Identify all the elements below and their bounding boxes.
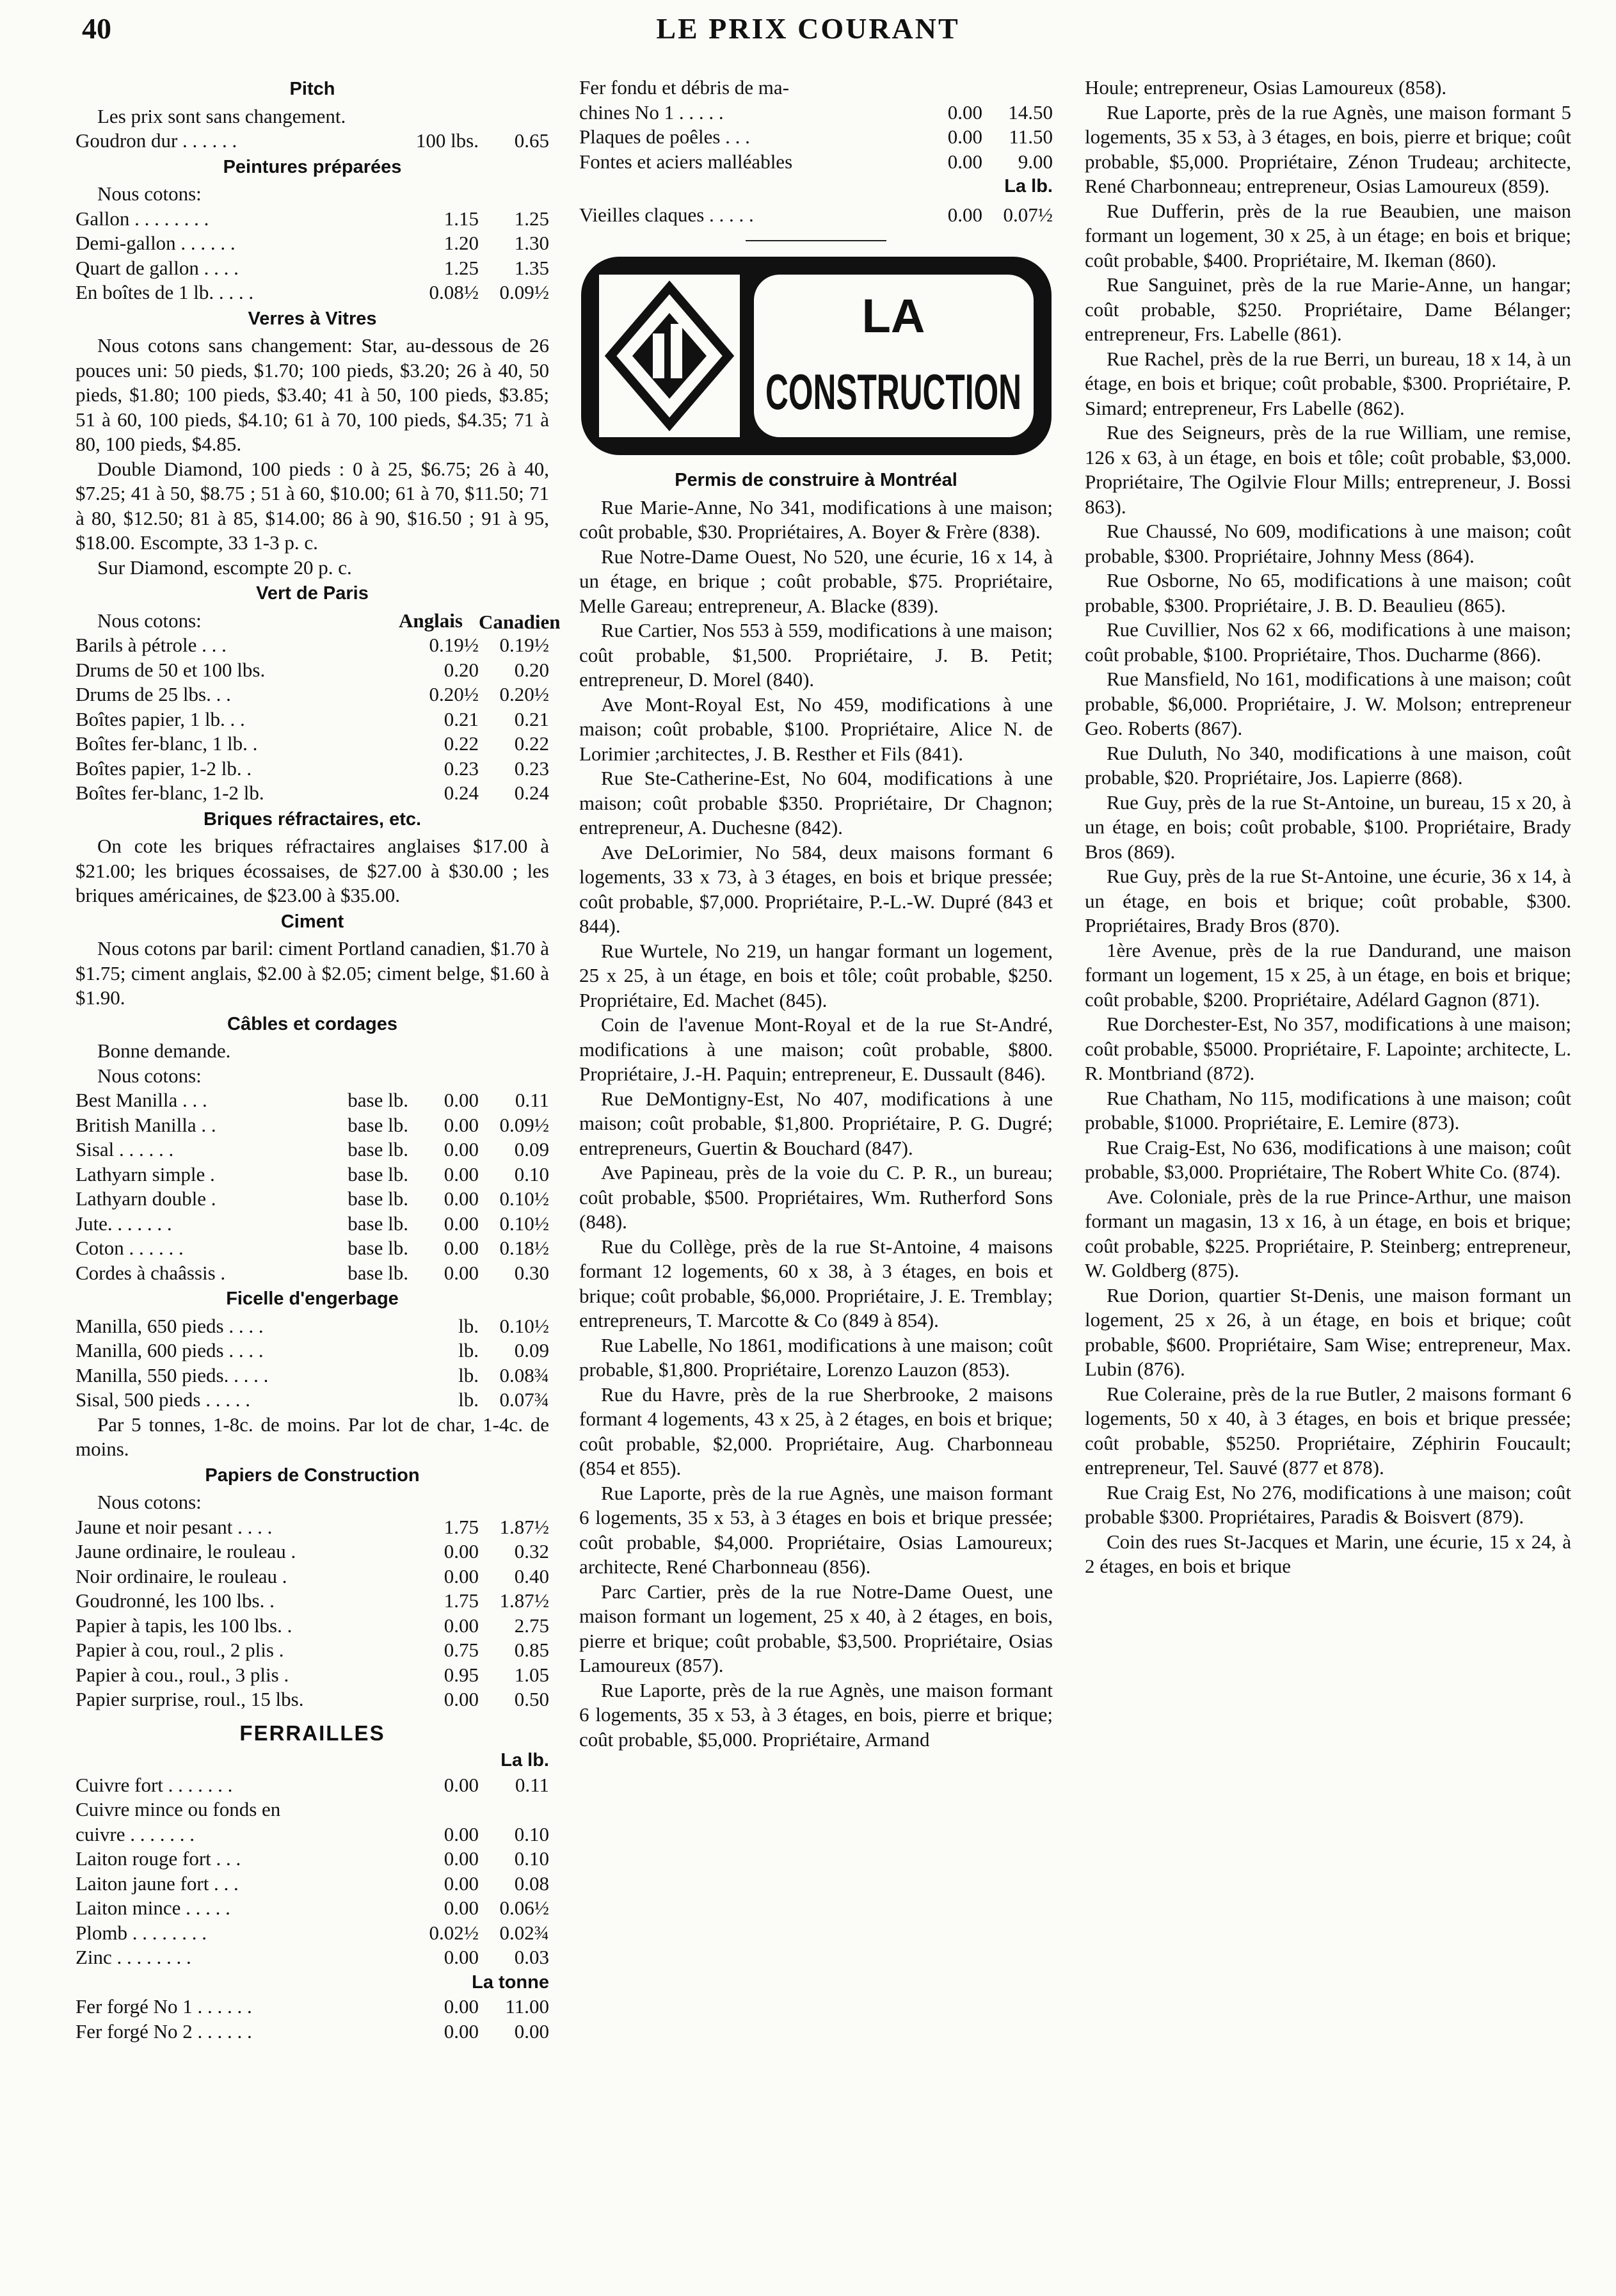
- permit-entry: Rue Chatham, No 115, modifications à une maison; coût probable, $1000. Propriétaire, E. Lemire (873).: [1085, 1086, 1571, 1134]
- price-label: Jute. . . . . . .: [76, 1212, 172, 1235]
- permit-entry: Parc Cartier, près de la rue Notre-Dame Ouest, une maison formant un logement, 25 x 40, à 2 étages, en bois, pierre et brique; coût probable, $3,500. Propriétaire, Osias Lamoureux (857).: [579, 1580, 1053, 1676]
- price-value-max: 1.87½: [499, 1589, 549, 1612]
- price-value-min: 0.00: [444, 1564, 479, 1587]
- price-unit: lb.: [458, 1388, 479, 1411]
- price-label: Drums de 25 lbs. . .: [76, 683, 231, 705]
- price-label: Laiton jaune fort . . .: [76, 1872, 239, 1895]
- permit-entry: Rue Duluth, No 340, modifications à une maison, coût probable, $20. Propriétaire, Jos. Lapierre (868).: [1085, 741, 1571, 789]
- price-value-max: 1.35: [514, 256, 549, 279]
- section-title-ferrailles: FERRAILLES: [239, 1721, 385, 1745]
- section-title-briques: Briques réfractaires, etc.: [203, 808, 422, 830]
- permit-entry: Rue Notre-Dame Ouest, No 520, une écurie, 16 x 14, à un étage, en brique ; coût probable, $75. Propriétaire, Melle Gareau; entrepreneur, A. Blacke (839).: [579, 545, 1053, 617]
- permit-entry: Coin des rues St-Jacques et Marin, une écurie, 15 x 24, à 2 étages, en bois et brique: [1085, 1530, 1571, 1577]
- price-value-max: 0.30: [514, 1261, 549, 1284]
- price-value-min: 0.00: [444, 1872, 479, 1895]
- price-row: [76, 1564, 549, 1589]
- price-row: [579, 100, 1053, 125]
- price-value-min: 0.00: [444, 1847, 479, 1870]
- price-value-min: 0.24: [444, 782, 479, 804]
- price-label: Boîtes papier, 1-2 lb. .: [76, 757, 252, 780]
- price-row: [579, 76, 1053, 100]
- price-value-max: 0.09½: [499, 1113, 549, 1136]
- price-value-max: 0.18½: [499, 1237, 549, 1259]
- vert-table: [76, 633, 549, 806]
- permit-entry: 1ère Avenue, près de la rue Dandurand, une maison formant un logement, 15 x 25, à un étage, en bois et brique; coût probable, $200. Propriétaire, Adélard Gagnon (871).: [1085, 938, 1571, 1011]
- price-row: [76, 1687, 549, 1712]
- vert-intro: Nous cotons:: [97, 609, 202, 632]
- page-header: [0, 12, 1616, 50]
- price-label: En boîtes de 1 lb. . . . .: [76, 281, 254, 303]
- price-value-max: 0.10½: [499, 1314, 549, 1337]
- price-value-min: 0.00: [444, 1773, 479, 1796]
- price-value-max: 0.85: [514, 1639, 549, 1661]
- price-row: [76, 633, 549, 658]
- price-value-max: 0.10½: [499, 1187, 549, 1210]
- price-unit: base lb.: [348, 1113, 408, 1136]
- permit-entry: Rue Chaussé, No 609, modifications à une maison; coût probable, $300. Propriétaire, Johnny Mess (864).: [1085, 520, 1571, 567]
- section-title-cables: Câbles et cordages: [227, 1013, 397, 1034]
- price-row: [76, 1921, 549, 1946]
- permit-entry: Rue Osborne, No 65, modifications à une maison; coût probable, $300. Propriétaire, J. B. D. Beaulieu (865).: [1085, 569, 1571, 616]
- price-label: Manilla, 650 pieds . . . .: [76, 1314, 264, 1337]
- permit-entry: Rue du Havre, près de la rue Sherbrooke, 2 maisons formant 4 logements, 43 x 25, à 2 étages, en bois et brique; coût probable, $2,000. Propriétaire, Aug. Charbonneau (854 et 855).: [579, 1383, 1053, 1479]
- price-row: [76, 1638, 549, 1663]
- price-label: Plomb . . . . . . . .: [76, 1921, 207, 1944]
- price-unit: lb.: [458, 1363, 479, 1386]
- unit-label: La lb.: [1004, 176, 1053, 197]
- unit-label: La lb.: [500, 1750, 549, 1770]
- price-row: [76, 1212, 549, 1237]
- price-row: [76, 757, 549, 782]
- price-row: [76, 1162, 549, 1187]
- permits-list: [579, 495, 1053, 1753]
- price-row: [76, 1088, 549, 1113]
- price-value-min: 0.02½: [429, 1921, 479, 1944]
- price-value-max: 0.24: [514, 782, 549, 804]
- price-value-max: 0.09: [514, 1138, 549, 1160]
- ferrailles-cont-table: [579, 100, 1053, 175]
- price-unit: base lb.: [348, 1138, 408, 1160]
- price-row: [579, 125, 1053, 150]
- price-value-min: 0.21: [444, 707, 479, 730]
- section-title-peintures: Peintures préparées: [223, 156, 402, 177]
- price-value-min: 1.15: [444, 207, 479, 230]
- permit-entry: Rue Wurtele, No 219, un hangar formant un logement, 25 x 25, à un étage, en bois et tôle; coût probable, $250. Propriétaire, Ed. Machet (845).: [579, 939, 1053, 1011]
- price-value-max: 0.08¾: [499, 1363, 549, 1386]
- price-value-max: 2.75: [514, 1614, 549, 1637]
- price-unit: lb.: [458, 1314, 479, 1337]
- permit-entry: Rue DeMontigny-Est, No 407, modifications à une maison; coût probable, $1,800. Propriétaire, P. G. Dugré; entrepreneurs, Guertin & Bouchard (847).: [579, 1087, 1053, 1159]
- permit-entry: Rue Coleraine, près de la rue Butler, 2 maisons formant 6 logements, 50 x 40, à 3 étages, en bois et brique pressée; coût probable, $5250. Propriétaire, Zéphirin Foucault; entrepreneur, Tel. Sauvé (877 et 878).: [1085, 1382, 1571, 1479]
- price-value-min: 0.00: [444, 1089, 479, 1111]
- price-value-min: 0.20½: [429, 683, 479, 705]
- price-label: Vieilles claques . . . . .: [579, 203, 754, 226]
- price-row: [76, 1663, 549, 1688]
- price-value-min: 0.00: [947, 203, 982, 226]
- price-row: [76, 658, 549, 683]
- permit-entry: Rue Marie-Anne, No 341, modifications à une maison; coût probable, $30. Propriétaires, A. Boyer & Frère (838).: [579, 495, 1053, 543]
- vert-header-canadien: Canadien: [479, 611, 561, 633]
- cables-intro: Nous cotons:: [97, 1064, 202, 1087]
- price-label: Boîtes fer-blanc, 1 lb. .: [76, 732, 258, 755]
- price-value-min: 0.00: [444, 1113, 479, 1136]
- price-value-max: 0.20: [514, 658, 549, 681]
- price-label: Best Manilla . . .: [76, 1089, 207, 1111]
- price-value-max: 0.40: [514, 1564, 549, 1587]
- price-value-max: 0.09: [514, 1339, 549, 1361]
- permit-entry: Rue Rachel, près de la rue Berri, un bureau, 18 x 14, à un étage, en bois et brique; coût probable, $300. Propriétaire, P. Simard; entrepreneur, Frs Labelle (862).: [1085, 347, 1571, 419]
- price-unit: base lb.: [348, 1212, 408, 1235]
- price-value-max: 0.09½: [499, 281, 549, 303]
- permit-entry: Ave Mont-Royal Est, No 459, modifications à une maison; coût probable, $100. Propriétaire, Alice N. de Lorimier ;architectes, J. B. Resther et Fils (841).: [579, 693, 1053, 765]
- price-label: chines No 1 . . . . .: [579, 100, 724, 124]
- price-value-min: 0.00: [444, 1897, 479, 1919]
- journal-title: LE PRIX COURANT: [656, 12, 960, 45]
- unit-header: [76, 1970, 549, 1995]
- price-value-max: 0.08: [514, 1872, 549, 1895]
- verres-paragraph: Nous cotons sans changement: Star, au-dessous de 26 pouces uni: 50 pieds, $1.70; 100 pieds, $3.20; 26 à 40, 50 pieds, $1.80; 100 pieds, $3.40; 41 à 50, 100 pieds, $3.85; 51 à 60, 100 pieds, $4.10; 61 à 70, 100 pieds, $4.35; 71 à 80, 100 pieds, $4.85.: [76, 334, 549, 455]
- price-label: Demi-gallon . . . . . .: [76, 232, 236, 254]
- price-value-min: 0.20: [444, 658, 479, 681]
- price-value-max: 0.11: [515, 1089, 549, 1111]
- ferrailles-table-tonne: [76, 1995, 549, 2044]
- price-row: [76, 781, 549, 806]
- price-label: British Manilla . .: [76, 1113, 216, 1136]
- section-title-papiers: Papiers de Construction: [205, 1465, 420, 1486]
- papiers-table: [76, 1515, 549, 1712]
- price-row: [76, 1945, 549, 1970]
- price-value-min: 0.00: [444, 1540, 479, 1562]
- price-value-min: 0.23: [444, 757, 479, 780]
- price-value-min: 0.00: [444, 1688, 479, 1710]
- price-value-min: 1.75: [444, 1515, 479, 1538]
- price-row: [76, 707, 549, 732]
- permit-entry: Rue Laporte, près de la rue Agnès, une maison formant 6 logements, 35 x 53, à 3 étages en bois et brique pressée; coût probable, $4,000. Propriétaire, Osias Lamoureux; architecte, René Charbonneau (856).: [579, 1481, 1053, 1578]
- price-value-max: 0.06½: [499, 1897, 549, 1919]
- price-unit: base lb.: [348, 1187, 408, 1210]
- permit-entry: Rue Laporte, près de la rue Agnès, une maison formant 5 logements, 35 x 53, à 3 étages, en bois, pierre et brique; coût probable, $5,000. Propriétaire, Zénon Trudeau; architecte, René Charbonneau; entrepreneur, Osias Lamoureux (859).: [1085, 100, 1571, 197]
- verres-paragraph: Sur Diamond, escompte 20 p. c.: [97, 556, 352, 579]
- price-label: Boîtes papier, 1 lb. . .: [76, 707, 245, 730]
- vert-header-anglais: Anglais: [399, 609, 463, 632]
- price-unit: base lb.: [348, 1162, 408, 1185]
- price-value-min: 1.75: [444, 1589, 479, 1612]
- price-label: Jaune et noir pesant . . . .: [76, 1515, 273, 1538]
- permit-entry: Rue Craig Est, No 276, modifications à une maison; coût probable $300. Propriétaires, Paradis & Boisvert (879).: [1085, 1481, 1571, 1528]
- price-label: Cuivre fort . . . . . . .: [76, 1773, 233, 1796]
- permit-entry: Rue Craig-Est, No 636, modifications à une maison; coût probable, $3,000. Propriétaire, The Robert White Co. (874).: [1085, 1136, 1571, 1183]
- price-value-min: 0.00: [444, 1237, 479, 1259]
- price-value-max: 0.10½: [499, 1212, 549, 1235]
- section-title-verres: Verres à Vitres: [248, 308, 377, 329]
- permit-entry: Rue Dorchester-Est, No 357, modifications à une maison; coût probable, $5000. Propriétaire, F. Lapointe; architecte, L. R. Montbriand (872).: [1085, 1013, 1571, 1084]
- price-row: [76, 207, 549, 232]
- price-value-min: 0.00: [444, 1261, 479, 1284]
- permit-entry: Rue Ste-Catherine-Est, No 604, modifications à une maison; coût probable $350. Propriétaire, Dr Chagnon; entrepreneur, A. Duchesne (842).: [579, 767, 1053, 839]
- price-value-min: 1.25: [444, 256, 479, 279]
- briques-paragraph: On cote les briques réfractaires anglaises $17.00 à $21.00; les briques écossaises, de $27.00 à $30.00 ; les briques américaines, de $23.00 à $35.00.: [76, 835, 549, 906]
- price-row: [76, 1896, 549, 1921]
- price-label: Quart de gallon . . . .: [76, 256, 239, 279]
- price-label: Cordes à chaâssis .: [76, 1261, 226, 1284]
- price-value-max: 0.02¾: [499, 1921, 549, 1944]
- price-value-max: 0.07¾: [499, 1388, 549, 1411]
- permit-entry: Rue des Seigneurs, près de la rue William, une remise, 126 x 63, à un étage, en bois et tôle; coût probable, $3,000. Propriétaire, The Ogilvie Flour Mills; entrepreneur, J. Bossi 863).: [1085, 421, 1571, 518]
- price-label: Boîtes fer-blanc, 1-2 lb.: [76, 782, 264, 804]
- ciment-paragraph: Nous cotons par baril: ciment Portland canadien, $1.70 à $1.75; ciment anglais, $2.00 à $2.05; ciment belge, $1.60 à $1.90.: [76, 937, 549, 1009]
- price-unit: base lb.: [348, 1261, 408, 1284]
- price-label: Goudronné, les 100 lbs. .: [76, 1589, 275, 1612]
- logo-word-construction: CONSTRUCTION: [765, 364, 1021, 420]
- papiers-intro: Nous cotons:: [97, 1491, 202, 1513]
- price-value-max: 0.32: [514, 1540, 549, 1562]
- column-2: [579, 76, 1053, 1752]
- price-row: [76, 1388, 549, 1413]
- permit-entry: Ave. Coloniale, près de la rue Prince-Arthur, une maison formant un magasin, 13 x 16, à un étage, en bois et brique; coût probable, $225. Propriétaire, P. Steinberg; entrepreneur, W. Goldberg (875).: [1085, 1185, 1571, 1281]
- price-unit: 100 lbs.: [415, 129, 479, 152]
- price-row: [76, 1589, 549, 1614]
- price-value-min: 0.00: [947, 150, 982, 173]
- price-value-max: 0.21: [514, 707, 549, 730]
- price-value-min: 0.00: [444, 1995, 479, 2018]
- price-label: Noir ordinaire, le rouleau .: [76, 1564, 287, 1587]
- price-value-min: 0.19½: [429, 634, 479, 656]
- price-value-max: 0.11: [515, 1773, 549, 1796]
- logo-word-la: LA: [861, 289, 925, 342]
- price-label: Lathyarn double .: [76, 1187, 216, 1210]
- price-label: Fer fondu et débris de ma-: [579, 76, 789, 99]
- price-row: [76, 1847, 549, 1872]
- la-construction-logo: [581, 257, 1052, 455]
- price-label: Coton . . . . . .: [76, 1237, 184, 1259]
- price-label: Sisal, 500 pieds . . . . .: [76, 1388, 250, 1411]
- price-value-min: 0.75: [444, 1639, 479, 1661]
- price-label: Goudron dur . . . . . .: [76, 129, 237, 152]
- permit-entry: Houle; entrepreneur, Osias Lamoureux (858).: [1085, 76, 1447, 99]
- permit-entry: Rue Mansfield, No 161, modifications à une maison; coût probable, $6,000. Propriétaire, J. W. Molson; entrepreneur Geo. Roberts (867).: [1085, 668, 1571, 739]
- verres-paragraph: Double Diamond, 100 pieds : 0 à 25, $6.75; 26 à 40, $7.25; 41 à 50, $8.75 ; 51 à 60, $10.00; 61 à 70, $11.50; 71 à 80, $12.50; 81 à 85, $14.00; 86 à 90, $16.50 ; 91 à 95, $18.00. Escompte, 33 1-3 p. c.: [76, 457, 549, 554]
- permit-entry: Rue Dorion, quartier St-Denis, une maison formant un logement, 25 x 26, à un étage, en bois et brique; coût probable, $600. Propriétaire, Sam Wise; entrepreneur, Max. Lubin (876).: [1085, 1283, 1571, 1380]
- price-row: [76, 1236, 549, 1261]
- logo-building-icon: [653, 333, 664, 378]
- price-value-max: 14.50: [1008, 100, 1053, 124]
- price-value-max: 1.30: [514, 232, 549, 254]
- peintures-intro: Nous cotons:: [97, 182, 202, 205]
- price-row: [76, 1187, 549, 1212]
- price-value-max: 1.25: [514, 207, 549, 230]
- section-title-ficelle: Ficelle d'engerbage: [226, 1288, 399, 1309]
- unit-header: [76, 1748, 549, 1773]
- price-value-max: 11.50: [1009, 125, 1053, 148]
- permit-entry: Rue Cartier, Nos 553 à 559, modifications à une maison; coût probable, $1,500. Propriétaire, J. B. Petit; entrepreneur, D. Morel (840).: [579, 619, 1053, 691]
- price-row: [76, 682, 549, 707]
- price-label: Fontes et aciers malléables: [579, 150, 793, 173]
- price-row: [76, 1614, 549, 1639]
- peintures-table: [76, 207, 549, 305]
- price-row: [76, 732, 549, 757]
- price-value-min: 0.00: [947, 100, 982, 124]
- price-label: Papier à cou, roul., 2 plis .: [76, 1639, 284, 1661]
- price-value-max: 0.22: [514, 732, 549, 755]
- cables-note: Bonne demande.: [97, 1040, 231, 1062]
- price-row: [76, 231, 549, 256]
- price-value-min: 1.20: [444, 232, 479, 254]
- price-row: [579, 203, 1053, 228]
- price-label: Drums de 50 et 100 lbs.: [76, 658, 266, 681]
- price-row: [579, 150, 1053, 175]
- permit-entry: Rue Guy, près de la rue St-Antoine, une écurie, 36 x 14, à un étage, en bois et brique; coût probable, $300. Propriétaires, Brady Bros (870).: [1085, 865, 1571, 936]
- price-row: [76, 2019, 549, 2044]
- permit-entry: Ave DeLorimier, No 584, deux maisons formant 6 logements, 33 x 73, à 3 étages, en bois et brique pressée; coût probable, $7,000. Propriétaire, P.-L.-W. Dupré (843 et 844).: [579, 840, 1053, 937]
- price-label: Papier à tapis, les 100 lbs. .: [76, 1614, 292, 1637]
- price-label: Jaune ordinaire, le rouleau .: [76, 1540, 296, 1562]
- price-unit: base lb.: [348, 1237, 408, 1259]
- ficelle-table: [76, 1314, 549, 1413]
- price-label: Plaques de poêles . . .: [579, 125, 750, 148]
- column-3: [1085, 76, 1571, 1579]
- price-row: [76, 1261, 549, 1286]
- price-value-max: 1.05: [514, 1663, 549, 1686]
- price-row: [76, 129, 549, 154]
- section-title-pitch: Pitch: [289, 79, 335, 99]
- price-value-min: 0.00: [444, 1614, 479, 1637]
- ferrailles-table: [76, 1773, 549, 1970]
- price-value-max: 0.20½: [499, 683, 549, 705]
- price-value-max: 0.19½: [499, 634, 549, 656]
- section-title-permis: Permis de construire à Montréal: [675, 470, 957, 490]
- price-label: cuivre . . . . . . .: [76, 1822, 195, 1845]
- price-unit: base lb.: [348, 1089, 408, 1111]
- price-label: Manilla, 600 pieds . . . .: [76, 1339, 264, 1361]
- price-row: [76, 1314, 549, 1339]
- price-label: Fer forgé No 1 . . . . . .: [76, 1995, 252, 2018]
- price-label: Lathyarn simple .: [76, 1162, 215, 1185]
- price-label: Cuivre mince ou fonds en: [76, 1798, 281, 1820]
- price-label: Papier surprise, roul., 15 lbs.: [76, 1688, 304, 1710]
- price-value-min: 0.00: [444, 2019, 479, 2043]
- price-label: Gallon . . . . . . . .: [76, 207, 209, 230]
- price-label: Fer forgé No 2 . . . . . .: [76, 2019, 252, 2043]
- price-value-max: 9.00: [1018, 150, 1053, 173]
- price-row: [76, 1515, 549, 1540]
- price-row: [76, 1822, 549, 1847]
- price-label: Manilla, 550 pieds. . . . .: [76, 1363, 269, 1386]
- section-title-ciment: Ciment: [280, 911, 344, 932]
- price-label: Laiton mince . . . . .: [76, 1897, 230, 1919]
- price-value-max: 0.50: [514, 1688, 549, 1710]
- price-value-min: 0.00: [444, 1138, 479, 1160]
- price-row: [76, 1872, 549, 1897]
- permit-entry: Rue Dufferin, près de la rue Beaubien, une maison formant un logement, 30 x 25, à un étage; en bois et brique; coût probable, $400. Propriétaire, M. Ikeman (860).: [1085, 199, 1571, 271]
- price-row: [76, 1137, 549, 1162]
- price-row: [76, 1338, 549, 1363]
- permit-entry: Rue Laporte, près de la rue Agnès, une maison formant 6 logements, 35 x 53, à 3 étages, en bois, pierre et brique; coût probable, $5,000. Propriétaire, Armand: [579, 1678, 1053, 1751]
- price-row: [76, 1363, 549, 1388]
- unit-label: La tonne: [472, 1971, 549, 1993]
- permit-entry: Rue Sanguinet, près de la rue Marie-Anne, un hangar; coût probable, $250. Propriétaire, Dame Bélanger; entrepreneur, Frs. Labelle (861).: [1085, 273, 1571, 345]
- price-value-max: 0.23: [514, 757, 549, 780]
- price-value-max: 0.10: [514, 1847, 549, 1870]
- price-label: Laiton rouge fort . . .: [76, 1847, 241, 1870]
- permit-entry: Rue Labelle, No 1861, modifications à une maison; coût probable, $1,800. Propriétaire, Lorenzo Lauzon (853).: [579, 1333, 1053, 1381]
- price-row: [76, 1773, 549, 1798]
- price-label: Barils à pétrole . . .: [76, 634, 227, 656]
- divider: [746, 240, 886, 241]
- price-row: [76, 1113, 549, 1138]
- price-unit: lb.: [458, 1339, 479, 1361]
- permit-entry: Coin de l'avenue Mont-Royal et de la rue St-André, modifications à une maison; coût probable, $800. Propriétaire, J.-H. Paquin; entrepreneur, E. Dussault (846).: [579, 1013, 1053, 1085]
- price-row: [76, 1539, 549, 1564]
- permits-list-continued: [1085, 76, 1571, 1579]
- page-number: 40: [82, 12, 111, 45]
- logo-building-icon: [671, 324, 682, 378]
- price-value-max: 0.10: [514, 1162, 549, 1185]
- price-row: [76, 256, 549, 281]
- price-row: [76, 1995, 549, 2019]
- price-value-min: 0.00: [444, 1212, 479, 1235]
- price-value-max: 1.87½: [499, 1515, 549, 1538]
- cables-table: [76, 1088, 549, 1285]
- unit-header: [579, 174, 1053, 199]
- ficelle-note: Par 5 tonnes, 1-8c. de moins. Par lot de char, 1-4c. de moins.: [76, 1413, 549, 1460]
- price-value-max: 0.07½: [1003, 203, 1053, 226]
- price-value-min: 0.00: [444, 1822, 479, 1845]
- price-value-min: 0.00: [444, 1946, 479, 1968]
- price-value-max: 0.10: [514, 1822, 549, 1845]
- price-label: Sisal . . . . . .: [76, 1138, 174, 1160]
- price-value-max: 0.03: [514, 1946, 549, 1968]
- price-value-min: 0.08½: [429, 281, 479, 303]
- vert-table-header: [76, 609, 561, 634]
- price-label: Zinc . . . . . . . .: [76, 1946, 191, 1968]
- pitch-note: Les prix sont sans changement.: [97, 104, 346, 127]
- price-value-min: 0.00: [444, 1187, 479, 1210]
- price-label: Papier à cou., roul., 3 plis .: [76, 1663, 289, 1686]
- price-value-max: 11.00: [505, 1995, 549, 2018]
- price-value-min: 0.22: [444, 732, 479, 755]
- column-1: [76, 76, 561, 2044]
- price-value-min: 0.00: [947, 125, 982, 148]
- price-value-max: 0.00: [514, 2019, 549, 2043]
- permit-entry: Rue du Collège, près de la rue St-Antoine, 4 maisons formant 12 logements, 60 x 38, à 3 étages, en bois et brique; coût probable, $6,000. Propriétaire, J. E. Tremblay; entrepreneurs, T. Marcotte & Co (849 à 854).: [579, 1235, 1053, 1331]
- price-value-min: 0.95: [444, 1663, 479, 1686]
- price-value: 0.65: [514, 129, 549, 152]
- permit-entry: Ave Papineau, près de la voie du C. P. R., un bureau; coût probable, $500. Propriétaires, Wm. Rutherford Sons (848).: [579, 1161, 1053, 1233]
- permit-entry: Rue Cuvillier, Nos 62 x 66, modifications à une maison; coût probable, $100. Propriétaire, Thos. Ducharme (866).: [1085, 618, 1571, 666]
- price-row: [76, 280, 549, 305]
- price-value-min: 0.00: [444, 1162, 479, 1185]
- price-row: [76, 1797, 549, 1822]
- permit-entry: Rue Guy, près de la rue St-Antoine, un bureau, 15 x 20, à un étage, en bois; coût probable, $100. Propriétaire, Brady Bros (869).: [1085, 791, 1571, 863]
- section-title-vert: Vert de Paris: [256, 583, 369, 604]
